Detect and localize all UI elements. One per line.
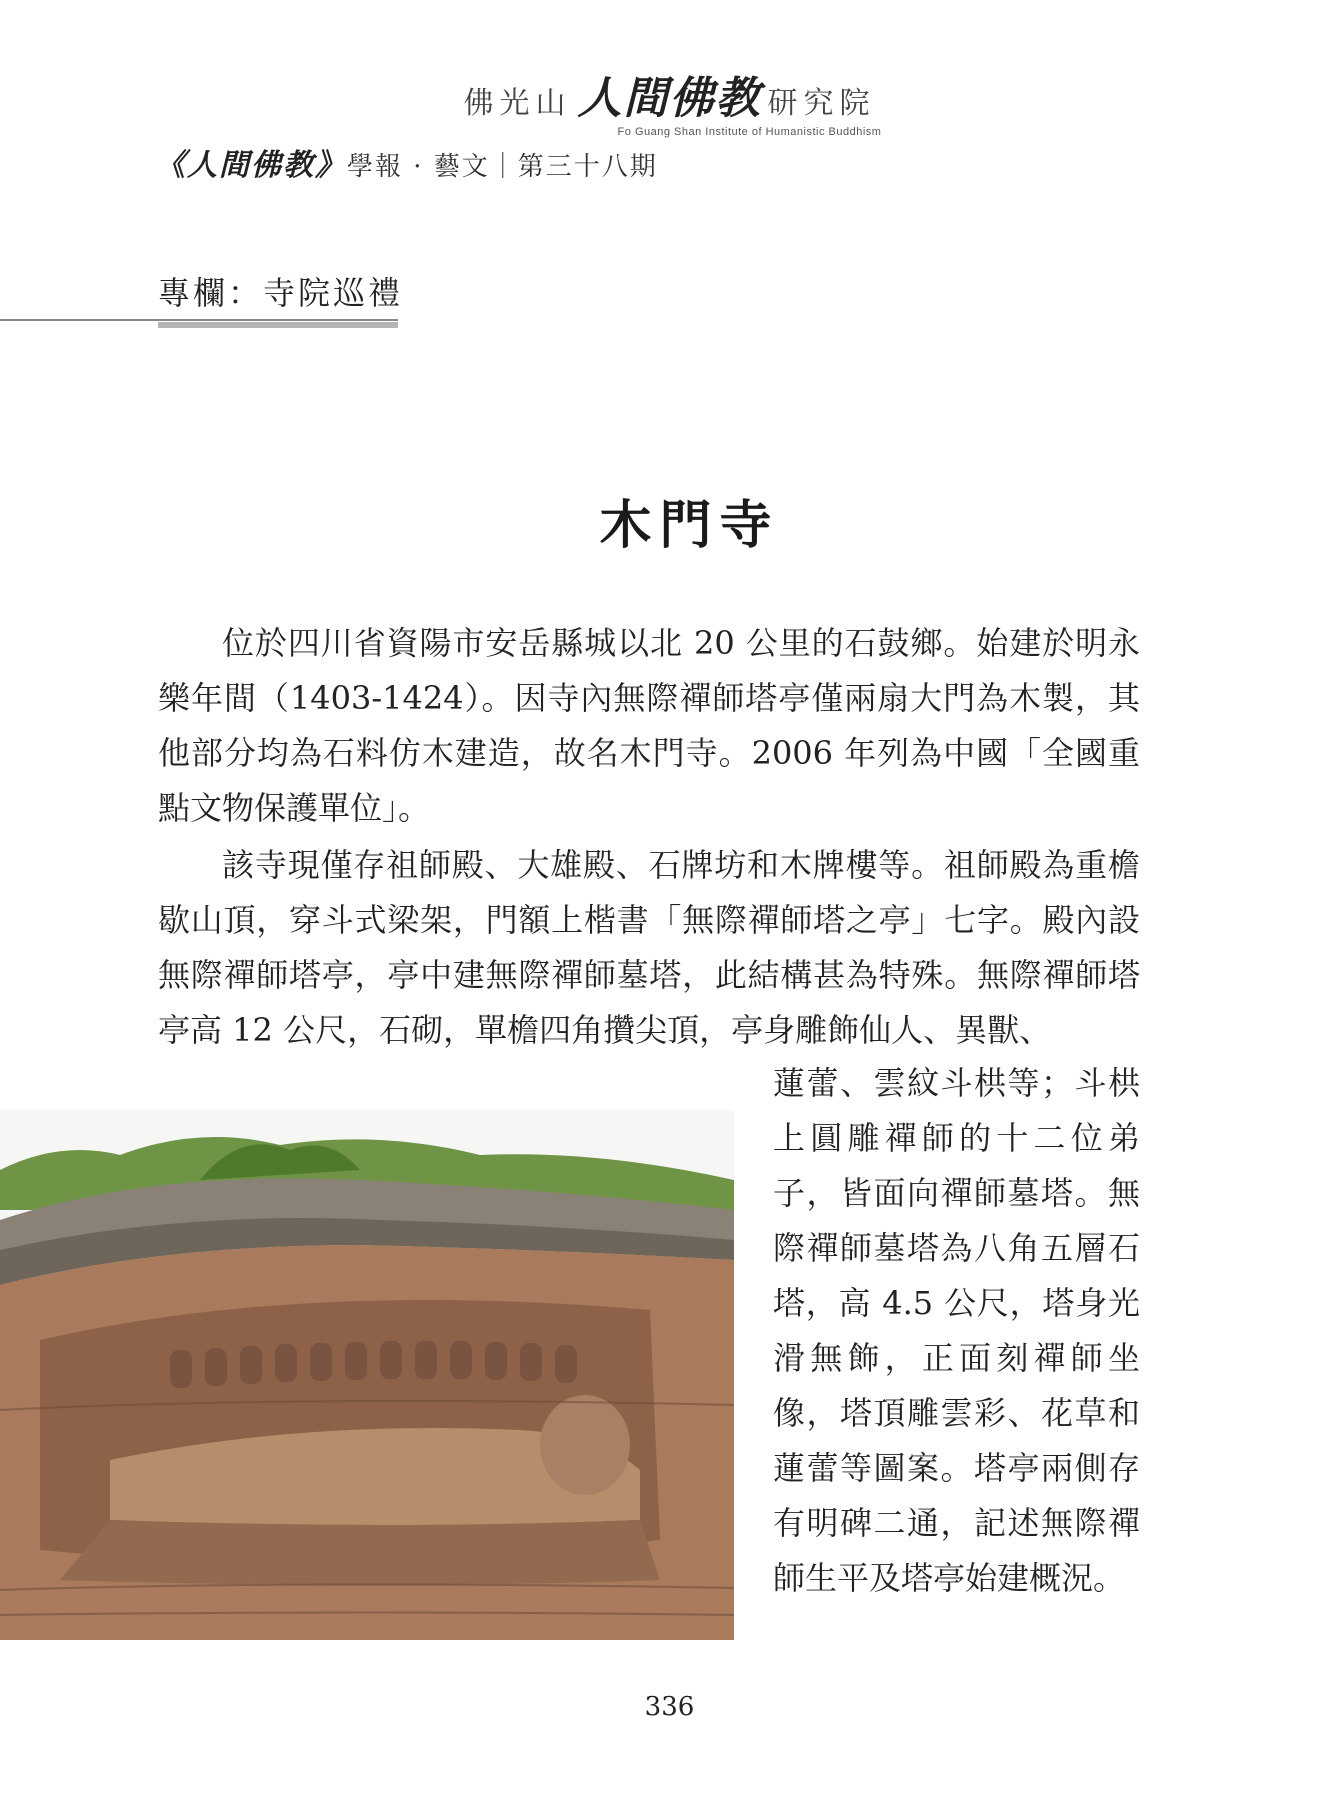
cliff-carving-image: [0, 1110, 734, 1640]
reclining-buddha-cliff-photo: [0, 1110, 734, 1640]
institute-logo: 人間佛教: [577, 73, 762, 124]
institute-suffix: 研究院: [767, 86, 876, 121]
institute-header: [0, 62, 1339, 138]
paragraph-1: 位於四川省資陽市安岳縣城以北 20 公里的石鼓鄉。始建於明永樂年間（1403-1424）。因寺內無際禪師塔亭僅兩扇大門為木製，其他部分均為石料仿木建造，故名木門寺。2006 年列為中國「全國重點文物保護單位」。: [158, 624, 1140, 827]
journal-running-head: [155, 140, 658, 184]
column-label: 專欄：寺院巡禮: [158, 274, 404, 312]
institute-english-name: Fo Guang Shan Institute of Humanistic Buddhism: [617, 126, 882, 138]
column-underline: [158, 322, 398, 328]
photo-base: [60, 1520, 660, 1585]
column-rule: [0, 319, 398, 321]
article-title: 木門寺: [599, 494, 780, 556]
page-number: 336: [644, 1692, 695, 1722]
institute-prefix: 佛光山: [463, 86, 572, 121]
journal-issue: 學報 · 藝文｜第三十八期: [347, 152, 658, 182]
photo-buddha-head: [540, 1395, 630, 1495]
journal-logo: 《人間佛教》: [155, 148, 347, 183]
paragraph-2-continued: 蓮蕾、雲紋斗栱等；斗栱上圓雕禪師的十二位弟子，皆面向禪師墓塔。無際禪師墓塔為八角五層石塔，高 4.5 公尺，塔身光滑無飾，正面刻禪師坐像，塔頂雕雲彩、花草和蓮蕾等圖案。塔亭兩側存有明碑二通，記述無際禪師生平及塔亭始建概況。: [773, 1064, 1140, 1597]
institute-name: [464, 62, 876, 126]
paragraph-2: 該寺現僅存祖師殿、大雄殿、石牌坊和木牌樓等。祖師殿為重檐歇山頂，穿斗式梁架，門額上楷書「無際禪師塔之亭」七字。殿內設無際禪師塔亭，亭中建無際禪師墓塔，此結構甚為特殊。無際禪師塔亭高 12 公尺，石砌，單檐四角攢尖頂，亭身雕飾仙人、異獸、: [158, 846, 1140, 1049]
